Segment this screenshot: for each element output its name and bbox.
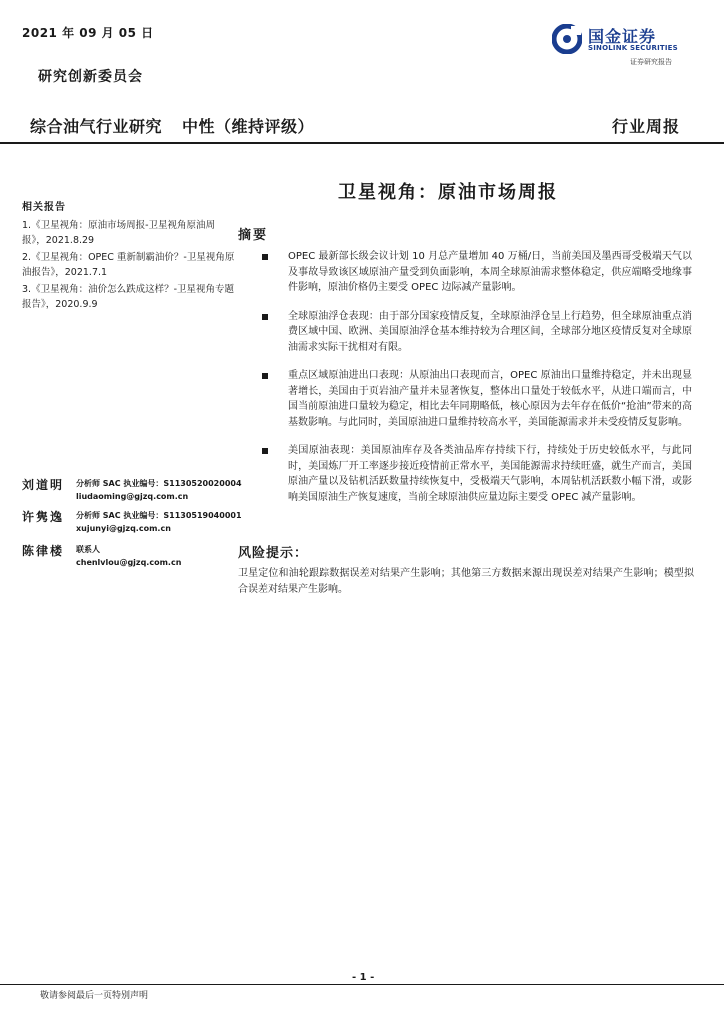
footer-divider (0, 984, 724, 985)
logo-english: SINOLINK SECURITIES (588, 44, 678, 52)
report-date: 2021 年 09 月 05 日 (22, 26, 154, 40)
analyst-name: 刘道明 (22, 478, 65, 492)
committee-name: 研究创新委员会 (38, 69, 143, 85)
analyst-email[interactable]: chenlvlou@gjzq.com.cn (76, 558, 182, 567)
abstract-bullets (262, 249, 692, 518)
industry-label: 综合油气行业研究 (30, 117, 163, 136)
abstract-bullet: OPEC 最新部长级会议计划 10 月总产量增加 40 万桶/日，当前美国及墨西哥受极端天气以及事故导致该区域原油产量受到负面影响，本周全球原油需求整体稳定，供应端略受地缘事件影响，原油价格仍主要受 OPEC 边际减产量影响。 (262, 249, 692, 296)
report-category: 证券研究报告 (630, 58, 672, 66)
analyst-role: 分析师 SAC 执业编号：S1130519040001 (76, 511, 242, 520)
abstract-bullet: 美国原油表现：美国原油库存及各类油品库存持续下行，持续处于历史较低水平，与此同时，美国炼厂开工率逐步接近疫情前正常水平，美国能源需求持续旺盛，就生产而言，美国原油产量以及钻机活跃数量持续恢复中，受极端天气影响，本周钻机活跃数小幅下滑，或影响美国原油生产恢复速度，当前全球原油供应量边际主要受 OPEC 减产量影响。 (262, 443, 692, 505)
related-report-item: 1.《卫星视角：原油市场周报-卫星视角原油周报》，2021.8.29 (22, 220, 215, 246)
risk-heading: 风险提示： (238, 546, 309, 561)
page-number: - 1 - (352, 972, 375, 983)
related-report-item: 3.《卫星视角：油价怎么跌成这样？-卫星视角专题报告》，2020.9.9 (22, 284, 234, 310)
related-reports-list (22, 218, 236, 314)
analyst-email[interactable]: liudaoming@gjzq.com.cn (76, 492, 189, 501)
header-divider (0, 142, 724, 144)
analyst-name: 许隽逸 (22, 510, 65, 524)
abstract-heading: 摘要 (238, 228, 269, 243)
analyst-name: 陈律楼 (22, 544, 65, 558)
sinolink-logo-icon (552, 24, 582, 54)
related-reports-heading: 相关报告 (22, 202, 66, 213)
footer-disclaimer: 敬请参阅最后一页特别声明 (40, 991, 149, 1001)
analyst-email[interactable]: xujunyi@gjzq.com.cn (76, 524, 171, 533)
logo-name: 国金证券 (588, 27, 657, 46)
related-report-item: 2.《卫星视角：OPEC 重新制霸油价？-卫星视角原油报告》，2021.7.1 (22, 252, 235, 278)
abstract-bullet: 全球原油浮仓表现：由于部分国家疫情反复，全球原油浮仓呈上行趋势，但全球原油重点消费区域中国、欧洲、美国原油浮仓基本维持较为合理区间，全球部分地区疫情反复对全球原油需求实际干扰相对有限。 (262, 309, 692, 356)
risk-text: 卫星定位和油轮跟踪数据误差对结果产生影响；其他第三方数据来源出现误差对结果产生影响；模型拟合误差对结果产生影响。 (238, 568, 694, 595)
bullet-square-icon (262, 314, 268, 320)
report-title: 卫星视角：原油市场周报 (338, 182, 558, 203)
bullet-square-icon (262, 373, 268, 379)
rating-label: 中性（维持评级） (182, 117, 315, 136)
analyst-role: 分析师 SAC 执业编号：S1130520020004 (76, 479, 242, 488)
abstract-bullet: 重点区域原油进出口表现：从原油出口表现而言，OPEC 原油出口量维持稳定，并未出现显著增长，美国由于页岩油产量并未显著恢复，整体出口量处于较低水平，从进口端而言，中国当前原油进口量较为稳定，相比去年同期略低，核心原因为去年存在低价“抢油”带来的高基数影响。与此同时，美国原油进口量维持较高水平，美国能源需求并未受疫情反复影响。 (262, 368, 692, 430)
analyst-role: 联系人 (76, 545, 100, 554)
report-type: 行业周报 (612, 117, 681, 136)
bullet-square-icon (262, 254, 268, 260)
bullet-square-icon (262, 448, 268, 454)
